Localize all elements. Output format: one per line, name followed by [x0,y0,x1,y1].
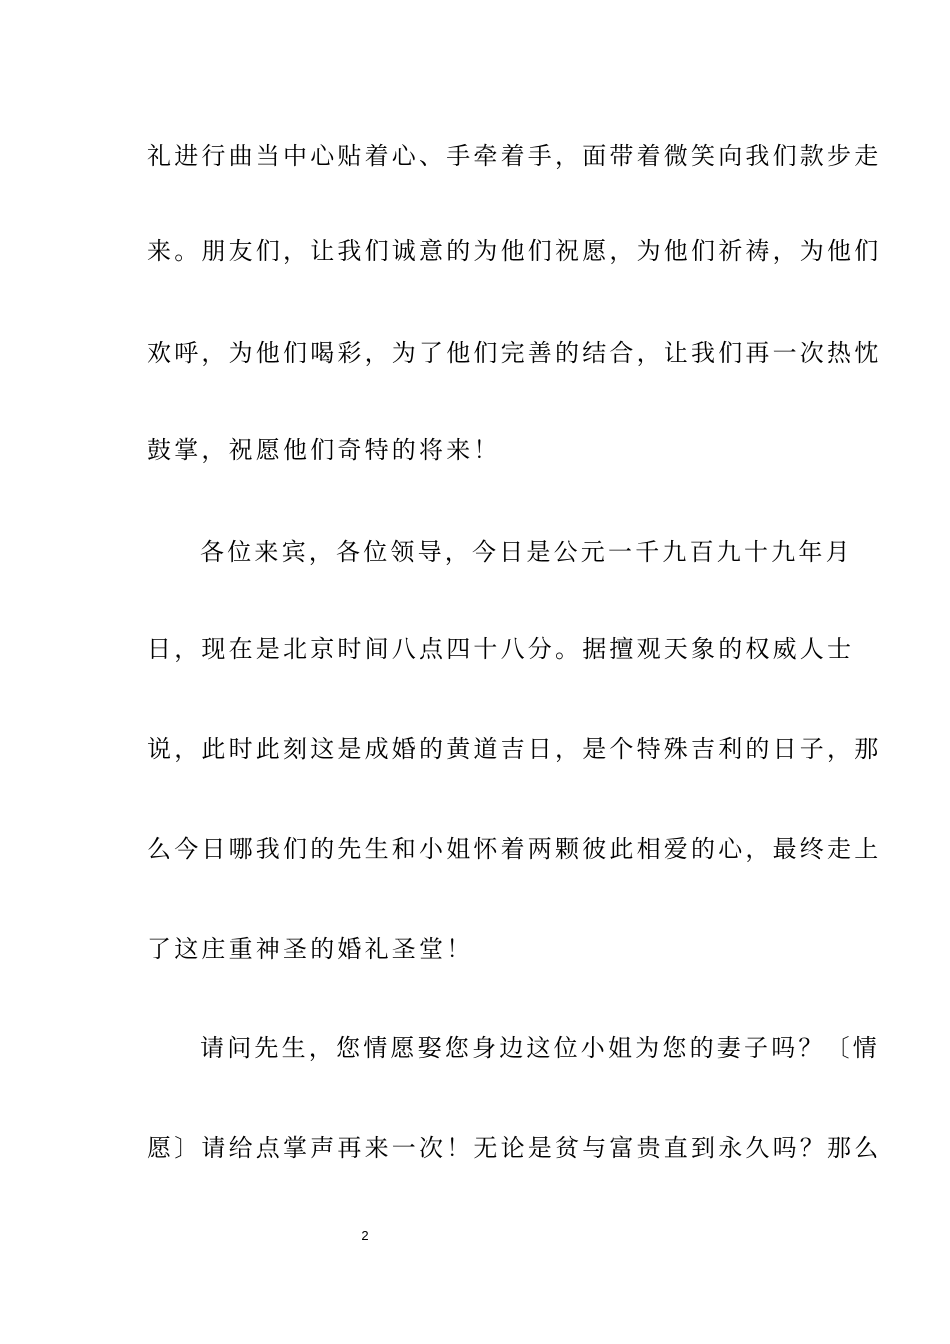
text-line: 欢呼，为他们喝彩，为了他们完善的结合，让我们再一次热忱 [147,339,882,367]
text-line: 礼进行曲当中心贴着心、手牵着手，面带着微笑向我们款步走 [147,142,882,170]
page-number: 2 [361,1228,369,1243]
text-line: 么今日哪我们的先生和小姐怀着两颗彼此相爱的心，最终走上 [147,835,882,863]
text-line: 来。朋友们，让我们诚意的为他们祝愿，为他们祈祷，为他们 [147,237,882,265]
text-line: 了这庄重神圣的婚礼圣堂！ [147,935,474,963]
text-line: 请问先生，您情愿娶您身边这位小姐为您的妻子吗？〔情 [200,1034,880,1062]
text-line: 各位来宾，各位领导，今日是公元一千九百九十九年月 [200,538,853,566]
text-line: 说，此时此刻这是成婚的黄道吉日，是个特殊吉利的日子，那 [147,735,882,763]
text-line: 愿〕请给点掌声再来一次！无论是贫与富贵直到永久吗？那么 [147,1134,882,1162]
text-line: 日，现在是北京时间八点四十八分。据擅观天象的权威人士 [147,635,855,663]
text-line: 鼓掌，祝愿他们奇特的将来！ [147,436,501,464]
